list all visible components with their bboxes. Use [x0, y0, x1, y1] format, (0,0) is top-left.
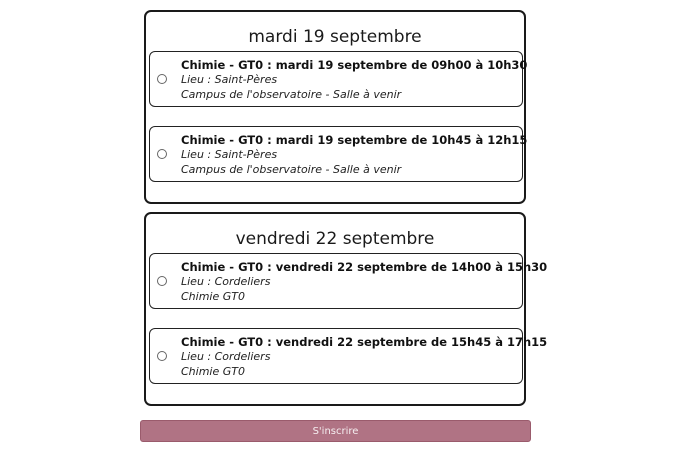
slot-option[interactable]	[149, 328, 548, 384]
slot-option[interactable]	[149, 126, 528, 182]
day-title: vendredi 22 septembre	[235, 229, 435, 249]
slot-detail: Campus de l'observatoire - Salle à venir	[181, 162, 402, 176]
slot-detail: Chimie GT0	[181, 364, 245, 378]
slot-details	[181, 58, 528, 102]
slot-location: Lieu : Cordeliers	[181, 350, 271, 363]
slot-option[interactable]	[149, 253, 548, 309]
day-group-mardi-19-septembre	[144, 10, 526, 204]
slot-option[interactable]	[149, 51, 528, 107]
slot-radio-button[interactable]	[157, 149, 167, 159]
slot-radio-button[interactable]	[157, 74, 167, 84]
slot-details	[181, 133, 528, 177]
register-button[interactable]: S'inscrire	[140, 420, 531, 442]
slot-location: Lieu : Saint-Pères	[181, 73, 278, 86]
slot-title: Chimie - GT0 : mardi 19 septembre de 09h00 à 10h30	[181, 58, 528, 72]
slot-location: Lieu : Saint-Pères	[181, 148, 278, 161]
slot-details	[181, 260, 548, 304]
slot-details	[181, 335, 548, 379]
day-title: mardi 19 septembre	[248, 27, 422, 47]
slot-title: Chimie - GT0 : vendredi 22 septembre de 15h45 à 17h15	[181, 335, 548, 349]
slot-radio-button[interactable]	[157, 276, 167, 286]
slot-radio-button[interactable]	[157, 351, 167, 361]
day-group-vendredi-22-septembre	[144, 212, 548, 406]
slot-location: Lieu : Cordeliers	[181, 275, 271, 288]
slot-detail: Campus de l'observatoire - Salle à venir	[181, 87, 402, 101]
slot-detail: Chimie GT0	[181, 289, 245, 303]
slot-title: Chimie - GT0 : vendredi 22 septembre de 14h00 à 15h30	[181, 260, 548, 274]
slot-title: Chimie - GT0 : mardi 19 septembre de 10h45 à 12h15	[181, 133, 528, 147]
